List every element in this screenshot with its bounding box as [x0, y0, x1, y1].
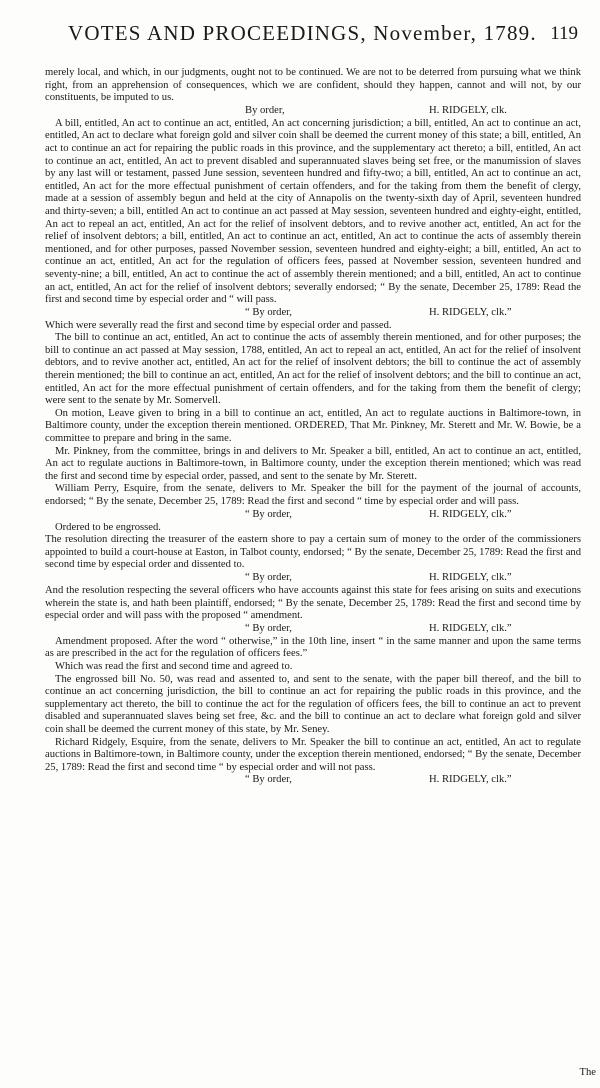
by-order-line: [45, 509, 581, 522]
by-order-line: [45, 572, 581, 585]
by-order-line: [45, 623, 581, 636]
by-order-label: “ By order,: [245, 622, 292, 634]
paragraph: Richard Ridgely, Esquire, from the senate, delivers to Mr. Speaker the bill to continue an act, entitled, An act to regulate auctions in Baltimore-town, in Baltimore county, under the exception therein mentioned, endorsed; “ By the senate, December 25, 1789: Read the first and second time “ by especial order and will not pass.: [45, 736, 581, 773]
paragraph: merely local, and which, in our judgments, ought not to be continued. We are not to be deterred from pursuing what we think right, from an apprehension of consequences, which we are confident, should they happen, cannot and will not, by our constituents, be imputed to us.: [45, 67, 581, 104]
catchword: The: [579, 1067, 596, 1078]
clerk-signature: H. RIDGELY, clk.”: [429, 508, 512, 520]
paragraph: Ordered to be engrossed.: [55, 521, 161, 533]
by-order-line: [45, 774, 581, 787]
clerk-signature: H. RIDGELY, clk.”: [429, 622, 512, 634]
by-order-line: [45, 105, 581, 118]
body-text: [45, 67, 581, 787]
paragraph: The engrossed bill No. 50, was read and assented to, and sent to the senate, with the paper bill thereof, and the bill to continue an act concerning jurisdiction, the bill to continue an act for repairing the public roads in this province, and the supplementary act thereto, the bill to continue the act for the regulation of officers fees, the bill to continue an act to prevent disabled and superannuated slaves being set free, &c. and the bill to continue an act to declare what foreign gold and silver coin shall be deemed the current money of this state, by Mr. Seney.: [45, 673, 581, 735]
clerk-signature: H. RIDGELY, clk.”: [429, 306, 512, 318]
paragraph: Amendment proposed. After the word “ otherwise,” in the 10th line, insert “ in the same manner and upon the same terms as are prescribed in the act for the regulation of officers fees.”: [45, 635, 581, 660]
page-number: 119: [550, 23, 578, 44]
paragraph: And the resolution respecting the several officers who have accounts against this state for fees arising on suits and executions wherein the state is, and hath been plaintiff, endorsed; “ By the senate, December 25, 1789: Read the first and second time by especial order and will pass with the proposed “ amendment.: [45, 584, 581, 622]
by-order-label: “ By order,: [245, 774, 292, 786]
paragraph: Which was read the first and second time and agreed to.: [55, 660, 293, 672]
by-order-line: [45, 307, 581, 320]
by-order-label: “ By order,: [245, 571, 292, 583]
paragraph: On motion, Leave given to bring in a bill to continue an act, entitled, An act to regulate auctions in Baltimore-town, in Baltimore county, under the exception therein mentioned. ORDERED, That Mr. Pinkney, Mr. Sterett and Mr. W. Bowie, be a committee to prepare and bring in the same.: [45, 407, 581, 445]
page-header: [22, 8, 590, 48]
clerk-signature: H. RIDGELY, clk.”: [429, 774, 512, 786]
paragraph: William Perry, Esquire, from the senate, delivers to Mr. Speaker the bill for the payment of the journal of accounts, endorsed; “ By the senate, December 25, 1789: Read the first and second “ time by especial order and will pass.: [45, 483, 581, 507]
clerk-signature: H. RIDGELY, clk.: [429, 104, 507, 116]
paragraph: The resolution directing the treasurer of the eastern shore to pay a certain sum of money to the order of the commissioners appointed to build a court-house at Easton, in Talbot county, endorsed; “ By the senate, December 25, 1789: Read the first and second time by especial order and dissented to.: [45, 534, 581, 571]
paragraph: Which were severally read the first and second time by especial order and passed.: [45, 319, 392, 331]
paragraph: The bill to continue an act, entitled, An act to continue the acts of assembly therein mentioned, and for other purposes; the bill to continue an act passed at May session, 1788, entitled, An act to repeal an act, entitled, An act for the relief of insolvent debtors, and to revive another act, entitled, An act for the relief of insolvent debtors; the bill to continue the act of assembly therein mentioned; the bill to continue an act, entitled, An act for the relief of insolvent debtors; and the bill to continue an act, entitled, An act for the more effectual punishment of certain offenders, and for the taking from them the benefit of clergy; were sent to the senate by Mr. Somervell.: [45, 332, 581, 407]
by-order-label: “ By order,: [245, 508, 292, 520]
paragraph: Mr. Pinkney, from the committee, brings in and delivers to Mr. Speaker a bill, entitled, An act to continue an act, entitled, An act to regulate auctions in Baltimore-town, in Baltimore county, under the exception therein mentioned; which was read the first and second time by especial order, passed, and sent to the senate by Mr. Sterett.: [45, 445, 581, 482]
by-order-label: By order,: [245, 104, 285, 116]
running-head: VOTES AND PROCEEDINGS, November, 1789.: [68, 21, 537, 45]
clerk-signature: H. RIDGELY, clk.”: [429, 571, 512, 583]
paragraph: A bill, entitled, An act to continue an act, entitled, An act concerning jurisdiction; a bill, entitled, An act to continue an act, entitled, An act to declare what foreign gold and silver coin shall be deemed the current money of this state; a bill, entitled, An act to continue an act for repairing the public roads in this province, and the supplementary act thereto; a bill, entitled, An act to continue an act, entitled, An act to prevent disabled and superannuated slaves being set free, or the manumission of slaves by any last will or testament, passed June session, seventeen hundred and fifty-two; a bill, entitled, An act to continue an act, entitled, An act for the more effectual punishment of certain offenders, and for the taking from them the benefit of clergy, made at a session of assembly begun and held at the city of Annapolis on the twenty-sixth day of April, seventeen hundred and thirty-seven; a bill, entitled An act to continue an act passed at May session, seventeen hundred and eighty-eight, entitled, An act to repeal an act, entitled, An act for the relief of insolvent debtors, and to revive another act, entitled, An act for the relief of insolvent debtors; a bill, entitled, An act to continue an act, entitled, An act to continue the acts of assembly therein mentioned, and for other purposes, passed November session, seventeen hundred and eighty-eight; a bill, entitled, An act to continue an act, entitled, An act for the regulation of officers fees, passed at November session, seventeen hundred and seventy-nine; a bill, entitled, An act to continue the act of assembly therein mentioned; and a bill, entitled, An act to continue an act, entitled, An act for the relief of insolvent debtors; severally endorsed; “ By the senate, December 25, 1789: Read the first and second time by especial order and “ will pass.: [45, 117, 581, 306]
by-order-label: “ By order,: [245, 306, 292, 318]
